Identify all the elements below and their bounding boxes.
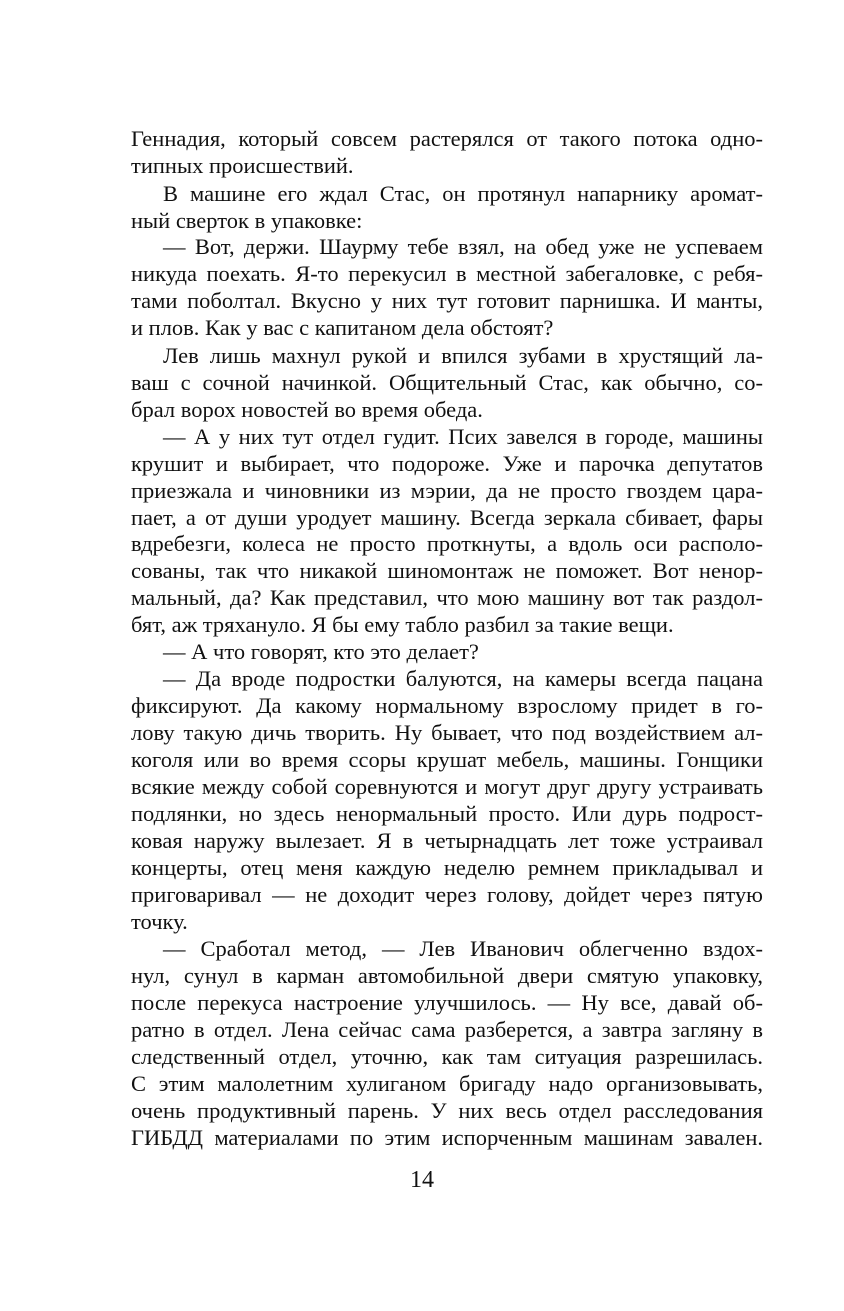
- text-line: лову такую дичь творить. Ну бывает, что под воздействием ал-: [131, 720, 763, 745]
- text-line: никуда поехать. Я-то перекусил в местной забегаловке, с ребя-: [131, 261, 763, 286]
- text-line: очень продуктивный парень. У них весь отдел расследования: [131, 1098, 763, 1123]
- text-line: — А что говорят, кто это делает?: [163, 639, 479, 664]
- page-number: 14: [410, 1167, 434, 1193]
- text-line: — Сработал метод, — Лев Иванович облегченно вздох-: [163, 936, 763, 961]
- text-line: типных происшествий.: [131, 153, 354, 178]
- text-line: Геннадия, который совсем растерялся от такого потока одно-: [131, 126, 763, 151]
- text-line: точку.: [131, 909, 188, 934]
- text-line: коголя или во время ссоры крушат мебель, машины. Гонщики: [131, 747, 763, 772]
- text-line: пает, а от души уродует машину. Всегда зеркала сбивает, фары: [131, 505, 763, 530]
- text-line: ГИБДД материалами по этим испорченным машинам завален.: [131, 1125, 763, 1150]
- text-line: и плов. Как у вас с капитаном дела обстоят?: [131, 315, 554, 340]
- text-line: С этим малолетним хулиганом бригаду надо организовывать,: [131, 1071, 763, 1096]
- text-line: — Вот, держи. Шаурму тебе взял, на обед уже не успеваем: [163, 234, 763, 259]
- text-line: приезжала и чиновники из мэрии, да не просто гвоздем цара-: [131, 478, 763, 503]
- text-line: ный сверток в упаковке:: [131, 208, 363, 233]
- text-line: нул, сунул в карман автомобильной двери смятую упаковку,: [131, 963, 763, 988]
- text-line: сованы, так что никакой шиномонтаж не поможет. Вот ненор-: [131, 558, 763, 583]
- text-line: следственный отдел, уточню, как там ситуация разрешилась.: [131, 1044, 763, 1069]
- text-line: крушит и выбирает, что подороже. Уже и парочка депутатов: [131, 451, 763, 476]
- text-line: подлянки, но здесь ненормальный просто. Или дурь подрост-: [131, 801, 763, 826]
- text-line: всякие между собой соревнуются и могут друг другу устраивать: [131, 774, 763, 799]
- text-line: приговаривал — не доходит через голову, дойдет через пятую: [131, 882, 763, 907]
- text-line: ваш с сочной начинкой. Общительный Стас, как обычно, со-: [131, 370, 763, 395]
- text-line: В машине его ждал Стас, он протянул напарнику аромат-: [163, 181, 763, 206]
- text-line: после перекуса настроение улучшилось. — Ну все, давай об-: [131, 990, 763, 1015]
- text-line: ратно в отдел. Лена сейчас сама разберется, а завтра загляну в: [131, 1017, 763, 1042]
- text-line: ковая наружу вылезает. Я в четырнадцать лет тоже устраивал: [131, 828, 763, 853]
- text-line: вдребезги, колеса не просто проткнуты, а вдоль оси располо-: [131, 531, 763, 556]
- text-line: мальный, да? Как представил, что мою машину вот так раздол-: [131, 585, 763, 610]
- text-line: — Да вроде подростки балуются, на камеры всегда пацана: [163, 666, 763, 691]
- text-line: бят, аж тряхануло. Я бы ему табло разбил за такие вещи.: [131, 612, 674, 637]
- text-line: концерты, отец меня каждую неделю ремнем прикладывал и: [131, 855, 763, 880]
- text-line: Лев лишь махнул рукой и впился зубами в хрустящий ла-: [163, 343, 763, 368]
- text-line: тами поболтал. Вкусно у них тут готовит парнишка. И манты,: [131, 288, 763, 313]
- text-line: — А у них тут отдел гудит. Псих завелся в городе, машины: [163, 424, 763, 449]
- text-line: брал ворох новостей во время обеда.: [131, 397, 483, 422]
- text-line: фиксируют. Да какому нормальному взрослому придет в го-: [131, 693, 763, 718]
